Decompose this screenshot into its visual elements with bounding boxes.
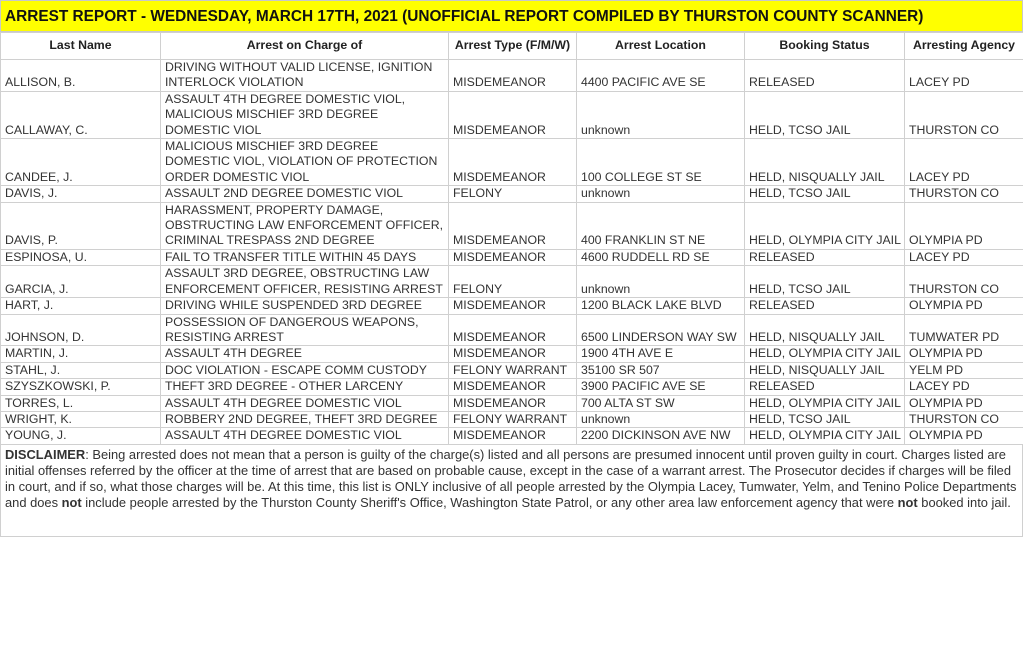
cell-charge: DRIVING WHILE SUSPENDED 3RD DEGREE: [161, 298, 449, 314]
cell-charge: ASSAULT 4TH DEGREE DOMESTIC VIOL: [161, 395, 449, 411]
cell-arrest-type: MISDEMEANOR: [449, 139, 577, 186]
cell-arresting-agency: YELM PD: [905, 362, 1023, 378]
disclaimer-text-2: include people arrested by the Thurston County Sheriff's Office, Washington State Patrol, or any other area law enforcement agency that were: [81, 494, 898, 510]
cell-last-name: DAVIS, J.: [1, 186, 161, 202]
column-header: Arrest Type (F/M/W): [449, 33, 577, 60]
cell-arrest-location: unknown: [577, 411, 745, 427]
cell-last-name: ESPINOSA, U.: [1, 249, 161, 265]
cell-arresting-agency: LACEY PD: [905, 60, 1023, 92]
cell-arresting-agency: OLYMPIA PD: [905, 346, 1023, 362]
column-header: Booking Status: [745, 33, 905, 60]
cell-arrest-type: FELONY: [449, 266, 577, 298]
cell-charge: ASSAULT 4TH DEGREE DOMESTIC VIOL: [161, 428, 449, 444]
cell-charge: DOC VIOLATION - ESCAPE COMM CUSTODY: [161, 362, 449, 378]
disclaimer-label: DISCLAIMER: [5, 446, 86, 462]
cell-arresting-agency: THURSTON CO: [905, 91, 1023, 138]
cell-arresting-agency: LACEY PD: [905, 249, 1023, 265]
cell-arrest-location: 6500 LINDERSON WAY SW: [577, 314, 745, 346]
table-row: [1, 411, 1023, 427]
cell-arrest-location: 700 ALTA ST SW: [577, 395, 745, 411]
cell-last-name: GARCIA, J.: [1, 266, 161, 298]
cell-arrest-type: FELONY: [449, 186, 577, 202]
column-header: Last Name: [1, 33, 161, 60]
disclaimer-bold-not-1: not: [61, 494, 82, 510]
table-row: [1, 428, 1023, 444]
cell-charge: ASSAULT 4TH DEGREE DOMESTIC VIOL, MALICIOUS MISCHIEF 3RD DEGREE DOMESTIC VIOL: [161, 91, 449, 138]
cell-booking-status: HELD, OLYMPIA CITY JAIL: [745, 346, 905, 362]
cell-arrest-location: unknown: [577, 266, 745, 298]
cell-arrest-location: 4400 PACIFIC AVE SE: [577, 60, 745, 92]
cell-arrest-type: MISDEMEANOR: [449, 60, 577, 92]
cell-charge: HARASSMENT, PROPERTY DAMAGE, OBSTRUCTING LAW ENFORCEMENT OFFICER, CRIMINAL TRESPASS 2ND DEGREE: [161, 202, 449, 249]
cell-arrest-type: MISDEMEANOR: [449, 249, 577, 265]
cell-booking-status: HELD, TCSO JAIL: [745, 411, 905, 427]
table-row: [1, 346, 1023, 362]
cell-arresting-agency: LACEY PD: [905, 139, 1023, 186]
cell-arrest-type: MISDEMEANOR: [449, 298, 577, 314]
table-row: [1, 395, 1023, 411]
cell-last-name: CANDEE, J.: [1, 139, 161, 186]
cell-charge: THEFT 3RD DEGREE - OTHER LARCENY: [161, 379, 449, 395]
cell-last-name: STAHL, J.: [1, 362, 161, 378]
cell-arrest-type: MISDEMEANOR: [449, 428, 577, 444]
disclaimer-text-3: booked into jail.: [917, 494, 1011, 510]
cell-charge: ROBBERY 2ND DEGREE, THEFT 3RD DEGREE: [161, 411, 449, 427]
cell-charge: DRIVING WITHOUT VALID LICENSE, IGNITION INTERLOCK VIOLATION: [161, 60, 449, 92]
cell-booking-status: HELD, TCSO JAIL: [745, 186, 905, 202]
cell-charge: ASSAULT 2ND DEGREE DOMESTIC VIOL: [161, 186, 449, 202]
cell-arresting-agency: THURSTON CO: [905, 186, 1023, 202]
table-row: [1, 314, 1023, 346]
cell-arrest-location: unknown: [577, 91, 745, 138]
cell-arresting-agency: OLYMPIA PD: [905, 395, 1023, 411]
cell-last-name: CALLAWAY, C.: [1, 91, 161, 138]
cell-last-name: TORRES, L.: [1, 395, 161, 411]
cell-arrest-type: MISDEMEANOR: [449, 346, 577, 362]
cell-arrest-location: 100 COLLEGE ST SE: [577, 139, 745, 186]
cell-arrest-location: 35100 SR 507: [577, 362, 745, 378]
cell-arrest-type: MISDEMEANOR: [449, 91, 577, 138]
cell-arresting-agency: OLYMPIA PD: [905, 298, 1023, 314]
table-row: [1, 60, 1023, 92]
column-header: Arrest on Charge of: [161, 33, 449, 60]
table-row: [1, 298, 1023, 314]
cell-last-name: MARTIN, J.: [1, 346, 161, 362]
cell-charge: FAIL TO TRANSFER TITLE WITHIN 45 DAYS: [161, 249, 449, 265]
cell-charge: ASSAULT 4TH DEGREE: [161, 346, 449, 362]
cell-arrest-location: 1900 4TH AVE E: [577, 346, 745, 362]
table-row: [1, 139, 1023, 186]
table-row: [1, 186, 1023, 202]
cell-booking-status: HELD, NISQUALLY JAIL: [745, 362, 905, 378]
cell-charge: ASSAULT 3RD DEGREE, OBSTRUCTING LAW ENFORCEMENT OFFICER, RESISTING ARREST: [161, 266, 449, 298]
cell-charge: MALICIOUS MISCHIEF 3RD DEGREE DOMESTIC VIOL, VIOLATION OF PROTECTION ORDER DOMESTIC VIOL: [161, 139, 449, 186]
table-body: [1, 60, 1023, 445]
cell-arresting-agency: THURSTON CO: [905, 266, 1023, 298]
column-header: Arrest Location: [577, 33, 745, 60]
table-row: [1, 379, 1023, 395]
cell-booking-status: RELEASED: [745, 249, 905, 265]
cell-booking-status: HELD, TCSO JAIL: [745, 266, 905, 298]
table-header-row: [1, 33, 1023, 60]
cell-charge: POSSESSION OF DANGEROUS WEAPONS, RESISTING ARREST: [161, 314, 449, 346]
cell-arrest-location: 2200 DICKINSON AVE NW: [577, 428, 745, 444]
cell-arrest-type: FELONY WARRANT: [449, 411, 577, 427]
cell-last-name: JOHNSON, D.: [1, 314, 161, 346]
cell-booking-status: HELD, OLYMPIA CITY JAIL: [745, 395, 905, 411]
cell-arrest-type: MISDEMEANOR: [449, 379, 577, 395]
cell-arresting-agency: OLYMPIA PD: [905, 202, 1023, 249]
cell-booking-status: RELEASED: [745, 298, 905, 314]
cell-arrest-location: unknown: [577, 186, 745, 202]
cell-arresting-agency: THURSTON CO: [905, 411, 1023, 427]
cell-booking-status: HELD, OLYMPIA CITY JAIL: [745, 202, 905, 249]
disclaimer-bold-not-2: not: [897, 494, 918, 510]
cell-last-name: HART, J.: [1, 298, 161, 314]
cell-booking-status: RELEASED: [745, 379, 905, 395]
cell-last-name: ALLISON, B.: [1, 60, 161, 92]
cell-last-name: YOUNG, J.: [1, 428, 161, 444]
cell-booking-status: HELD, TCSO JAIL: [745, 91, 905, 138]
disclaimer-text-1: : Being arrested does not mean that a person is guilty of the charge(s) listed and all persons are presumed innocent until proven guilty in court. Charges listed are initial offenses referred by the officer at the time of arrest that are based on probable cause, except in the case of a warrant arrest. The Prosecutor decides if charges will be filed in court, and if so, what those charges will be. At this time, this list is ONLY inclusive of all people arrested by the Olympia Lacey, Tumwater, Yelm, and Tenino Police Departments and does: [5, 446, 1017, 510]
table-row: [1, 202, 1023, 249]
cell-booking-status: RELEASED: [745, 60, 905, 92]
arrests-table: [0, 32, 1023, 445]
report-title: ARREST REPORT - WEDNESDAY, MARCH 17TH, 2021 (UNOFFICIAL REPORT COMPILED BY THURSTON COUNTY SCANNER): [0, 0, 1023, 32]
table-row: [1, 266, 1023, 298]
cell-booking-status: HELD, NISQUALLY JAIL: [745, 139, 905, 186]
cell-arrest-type: MISDEMEANOR: [449, 202, 577, 249]
disclaimer: [0, 445, 1023, 537]
column-header: Arresting Agency: [905, 33, 1023, 60]
cell-last-name: SZYSZKOWSKI, P.: [1, 379, 161, 395]
table-row: [1, 249, 1023, 265]
cell-arresting-agency: OLYMPIA PD: [905, 428, 1023, 444]
table-row: [1, 91, 1023, 138]
cell-arrest-type: MISDEMEANOR: [449, 314, 577, 346]
cell-arrest-type: FELONY WARRANT: [449, 362, 577, 378]
cell-arrest-location: 1200 BLACK LAKE BLVD: [577, 298, 745, 314]
cell-last-name: WRIGHT, K.: [1, 411, 161, 427]
cell-arrest-location: 4600 RUDDELL RD SE: [577, 249, 745, 265]
cell-last-name: DAVIS, P.: [1, 202, 161, 249]
cell-booking-status: HELD, OLYMPIA CITY JAIL: [745, 428, 905, 444]
cell-arrest-type: MISDEMEANOR: [449, 395, 577, 411]
cell-arrest-location: 3900 PACIFIC AVE SE: [577, 379, 745, 395]
table-row: [1, 362, 1023, 378]
cell-arresting-agency: LACEY PD: [905, 379, 1023, 395]
cell-booking-status: HELD, NISQUALLY JAIL: [745, 314, 905, 346]
cell-arrest-location: 400 FRANKLIN ST NE: [577, 202, 745, 249]
cell-arresting-agency: TUMWATER PD: [905, 314, 1023, 346]
